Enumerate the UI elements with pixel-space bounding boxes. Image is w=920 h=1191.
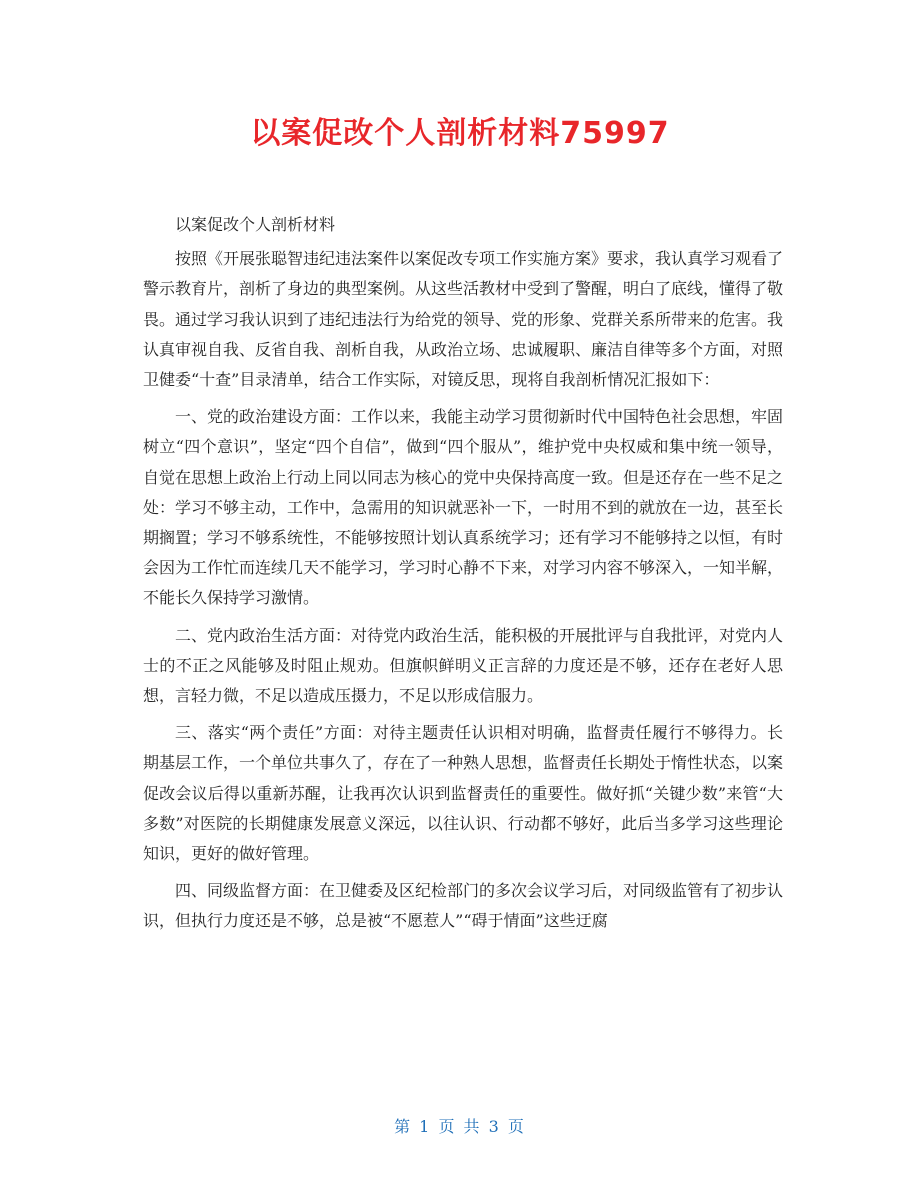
paragraph-intro: 按照《开展张聪智违纪违法案件以案促改专项工作实施方案》要求，我认真学习观看了警示教育片，剖析了身边的典型案例。从这些活教材中受到了警醒，明白了底线，懂得了敬畏。通过学习我认识到了违纪违法行为给党的领导、党的形象、党群关系所带来的危害。我认真审视自我、反省自我、剖析自我，从政治立场、忠诚履职、廉洁自律等多个方面，对照卫健委“十查”目录清单，结合工作实际，对镜反思，现将自我剖析情况汇报如下： [143,249,784,390]
paragraph-party-life: 二、党内政治生活方面：对待党内政治生活，能积极的开展批评与自我批评，对党内人士的不正之风能够及时阻止规劝。但旗帜鲜明义正言辞的力度还是不够，还存在老好人思想，言轻力微，不足以造成压摄力，不足以形成信服力。 [143,625,784,706]
document-subtitle: 以案促改个人剖析材料 [175,215,336,234]
paragraph-peer-supervision: 四、同级监督方面：在卫健委及区纪检部门的多次会议学习后，对同级监管有了初步认识，但执行力度还是不够，总是被“不愿惹人”“碍于情面”这些迂腐 [143,881,784,931]
page-number-footer: 第 1 页 共 3 页 [394,1117,526,1136]
document-title: 以案促改个人剖析材料75997 [250,116,670,151]
paragraph-political-building: 一、党的政治建设方面：工作以来，我能主动学习贯彻新时代中国特色社会思想，牢固树立“四个意识”，坚定“四个自信”，做到“四个服从”，维护党中央权威和集中统一领导，自觉在思想上政治上行动上同以同志为核心的党中央保持高度一致。但是还存在一些不足之处：学习不够主动，工作中，急需用的知识就恶补一下，一时用不到的就放在一边，甚至长期搁置；学习不够系统性，不能够按照计划认真系统学习；还有学习不能够持之以恒，有时会因为工作忙而连续几天不能学习，学习时心静不下来，对学习内容不够深入，一知半解，不能长久保持学习激情。 [143,407,784,608]
document-body [143,210,783,944]
paragraph-two-responsibilities: 三、落实“两个责任”方面：对待主题责任认识相对明确，监督责任履行不够得力。长期基层工作，一个单位共事久了，存在了一种熟人思想，监督责任长期处于惰性状态，以案促改会议后得以重新苏醒，让我再次认识到监督责任的重要性。做好抓“关键少数”来管“大多数”对医院的长期健康发展意义深远，以往认识、行动都不够好，此后当多学习这些理论知识，更好的做好管理。 [143,723,784,864]
